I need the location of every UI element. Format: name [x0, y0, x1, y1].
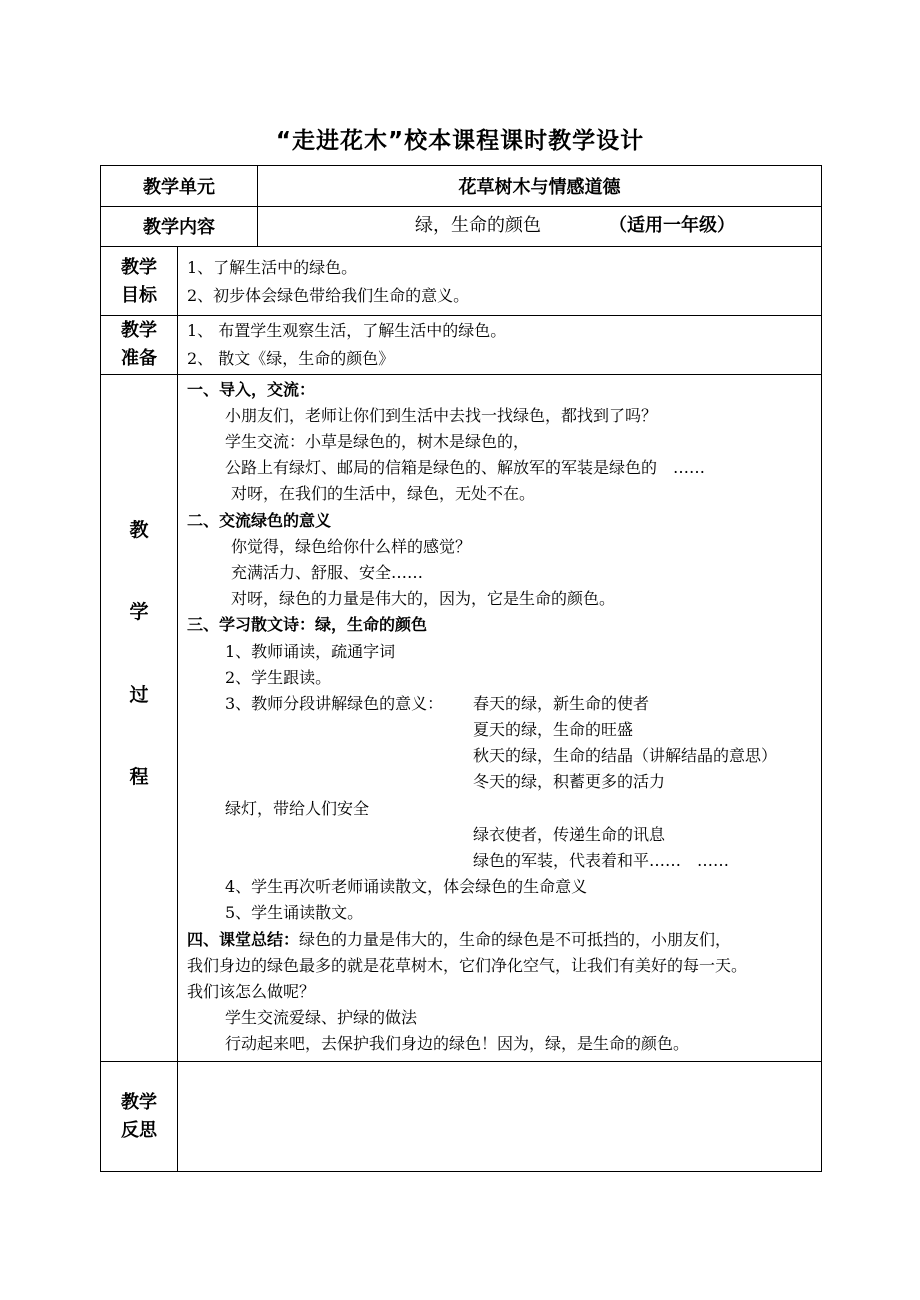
- reflect-area[interactable]: [178, 1061, 821, 1171]
- process-line: 春天的绿，新生命的使者: [473, 694, 650, 713]
- process-line: 充满活力、舒服、安全……: [231, 563, 424, 582]
- process-line: 我们该怎么做呢？: [187, 982, 316, 1001]
- goals-label-2: 目标: [121, 285, 157, 306]
- goal-item: 1、了解生活中的绿色。: [187, 258, 358, 277]
- process-label-char: 学: [129, 601, 149, 623]
- summary-text: 绿色的力量是伟大的，生命的绿色是不可抵挡的，小朋友们，: [299, 930, 732, 949]
- content-value: 绿，生命的颜色: [415, 215, 541, 236]
- process-line: 你觉得，绿色给你什么样的感觉？: [231, 537, 472, 556]
- section-heading: 三、学习散文诗：绿，生命的颜色: [187, 615, 428, 634]
- reflect-label-1: 教学: [121, 1092, 157, 1113]
- process-line: 绿灯，带给人们安全: [225, 799, 370, 818]
- process-line: 2、学生跟读。: [225, 668, 332, 687]
- content-note: （适用一年级）: [609, 215, 735, 236]
- process-label-char: 过: [129, 684, 149, 706]
- unit-label: 教学单元: [143, 177, 215, 198]
- process-line: 秋天的绿，生命的结晶（讲解结晶的意思）: [473, 746, 778, 765]
- reflect-row: [100, 1061, 822, 1172]
- process-line: 我们身边的绿色最多的就是花草树木，它们净化空气，让我们有美好的每一天。: [187, 956, 748, 975]
- prep-row: [100, 315, 822, 375]
- process-line: 1、教师诵读，疏通字词: [225, 642, 396, 661]
- content-row: [100, 206, 822, 247]
- process-line: 夏天的绿，生命的旺盛: [473, 720, 634, 739]
- summary-line: [187, 930, 731, 950]
- section-heading: 一、导入，交流：: [187, 380, 316, 399]
- process-row: [100, 374, 822, 1062]
- process-line: 3、教师分段讲解绿色的意义：: [225, 694, 444, 713]
- process-label-char: 教: [129, 519, 149, 541]
- unit-row: [100, 165, 822, 207]
- reflect-label-2: 反思: [121, 1120, 157, 1141]
- page-title: “走进花木”校本课程课时教学设计: [275, 128, 645, 154]
- process-line: 对呀，绿色的力量是伟大的，因为，它是生命的颜色。: [231, 589, 616, 608]
- process-line: 学生交流爱绿、护绿的做法: [225, 1008, 418, 1027]
- prep-item: 2、 散文《绿，生命的颜色》: [187, 349, 395, 368]
- prep-item: 1、 布置学生观察生活，了解生活中的绿色。: [187, 321, 507, 340]
- goal-item: 2、初步体会绿色带给我们生命的意义。: [187, 286, 470, 305]
- process-line: 绿色的军装，代表着和平…… ……: [473, 851, 730, 870]
- unit-value: 花草树木与情感道德: [458, 177, 621, 198]
- process-line: 冬天的绿，积蓄更多的活力: [473, 772, 666, 791]
- process-line: 公路上有绿灯、邮局的信箱是绿色的、解放军的军装是绿色的 ……: [225, 458, 706, 477]
- process-line: 5、学生诵读散文。: [225, 903, 364, 922]
- process-line: 对呀，在我们的生活中，绿色，无处不在。: [231, 484, 536, 503]
- process-line: 小朋友们，老师让你们到生活中去找一找绿色，都找到了吗？: [225, 406, 658, 425]
- process-line: 绿衣使者，传递生命的讯息: [473, 825, 666, 844]
- process-line: 行动起来吧，去保护我们身边的绿色！因为，绿，是生命的颜色。: [225, 1034, 690, 1053]
- goals-row: [100, 246, 822, 316]
- content-label: 教学内容: [143, 217, 215, 238]
- section-heading: 二、交流绿色的意义: [187, 511, 332, 530]
- process-line: 学生交流：小草是绿色的，树木是绿色的，: [225, 432, 530, 451]
- prep-label-2: 准备: [121, 348, 157, 369]
- process-label-char: 程: [129, 766, 149, 788]
- summary-heading: 四、课堂总结：: [187, 930, 300, 949]
- goals-label-1: 教学: [121, 257, 157, 278]
- prep-label-1: 教学: [121, 320, 157, 341]
- process-line: 4、学生再次听老师诵读散文，体会绿色的生命意义: [225, 877, 588, 896]
